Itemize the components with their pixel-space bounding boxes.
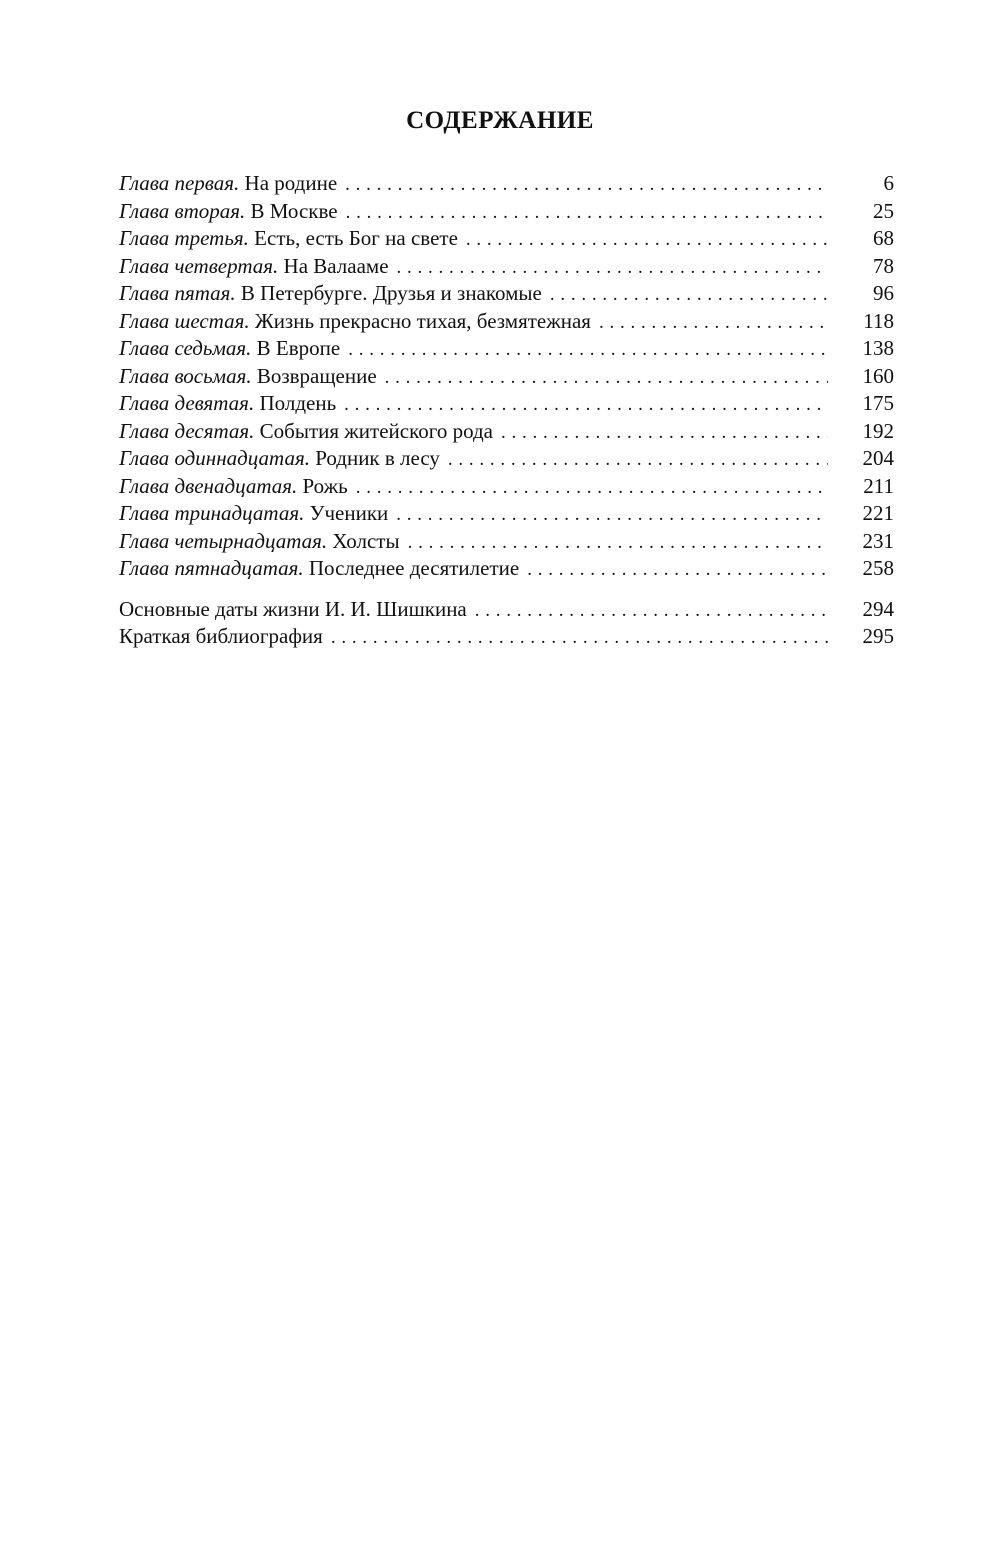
toc-entry-chapter-5 [119,280,894,308]
entry-text [119,225,458,253]
page-number: 258 [862,556,894,580]
table-of-contents [119,170,894,651]
chapter-label: Глава тринадцатая. [119,501,305,525]
chapter-title: Ученики [309,501,389,525]
entry-text [119,528,400,556]
page-number: 231 [862,528,894,553]
page-number: 160 [862,363,894,388]
appendix-list [119,596,894,651]
chapter-title: В Петербурге. Друзья и знакомые [240,281,542,305]
entry-text [119,500,388,528]
chapter-label: Глава двенадцатая. [119,473,298,498]
dot-leader [331,624,828,652]
toc-entry-chapter-1 [119,170,894,198]
chapter-title: Рожь [302,473,348,498]
page-number: 25 [873,198,894,223]
chapter-title: На Валааме [283,253,389,278]
toc-entry-chapter-9 [119,390,894,418]
dot-leader [599,309,828,337]
chapter-label: Глава одиннадцатая. [119,446,310,470]
page-number: 78 [873,253,894,278]
dot-leader [356,474,828,502]
page-number: 221 [862,501,894,525]
chapter-label: Глава пятая. [119,281,236,305]
entry-text [119,445,440,473]
chapter-label: Глава десятая. [119,418,255,443]
page-number: 96 [873,281,894,305]
dot-leader [448,446,828,474]
toc-entry-chapter-15 [119,555,894,583]
chapter-title: Холсты [332,528,400,553]
toc-entry-chapter-3 [119,225,894,253]
chapter-title: Возвращение [256,363,377,388]
chapter-title: В Москве [250,198,338,223]
toc-entry-chapter-13 [119,500,894,528]
entry-text [119,418,493,446]
entry-text [119,253,389,281]
entry-text [119,280,542,308]
dot-leader [346,199,828,227]
toc-entry-chapter-8 [119,363,894,391]
toc-entry-chapter-2 [119,198,894,226]
page-number: 6 [883,171,894,195]
chapter-title: Последнее десятилетие [308,556,520,580]
toc-entry-chapter-12 [119,473,894,501]
dot-leader [527,556,828,584]
page-title: СОДЕРЖАНИЕ [406,106,594,134]
chapter-label: Глава пятнадцатая. [119,556,304,580]
chapter-title: Полдень [259,391,337,415]
dot-leader [550,281,828,309]
page-number: 175 [862,391,894,415]
entry-text [119,308,591,336]
toc-entry-chapter-6 [119,308,894,336]
dot-leader [501,419,828,447]
chapter-title: Родник в лесу [315,446,440,470]
toc-entry-chapter-4 [119,253,894,281]
entry-text [119,555,519,583]
toc-entry-dates [119,596,894,624]
toc-entry-bibliography [119,623,894,651]
dot-leader [396,501,828,529]
toc-entry-chapter-7 [119,335,894,363]
page-number: 138 [862,336,894,360]
dot-leader [344,391,828,419]
dot-leader [385,364,828,392]
entry-text [119,390,336,418]
page-number: 118 [863,308,894,333]
entry-text [119,198,338,226]
chapter-label: Глава вторая. [119,198,246,223]
page-number: 294 [862,596,894,621]
chapter-title: События житейского рода [259,418,493,443]
dot-leader [397,254,828,282]
chapter-label: Глава четвертая. [119,253,279,278]
toc-entry-chapter-14 [119,528,894,556]
chapter-label: Глава первая. [119,171,240,195]
appendix-title: Краткая библиография [119,624,323,648]
chapter-title: Есть, есть Бог на свете [254,226,458,250]
entry-text [119,335,340,363]
chapter-title: В Европе [256,336,341,360]
chapter-label: Глава восьмая. [119,363,252,388]
chapter-title: Жизнь прекрасно тихая, безмятежная [254,308,591,333]
chapter-label: Глава девятая. [119,391,255,415]
entry-text [119,473,348,501]
dot-leader [475,597,828,625]
page-number: 192 [862,418,894,443]
dot-leader [408,529,828,557]
dot-leader [466,226,828,254]
dot-leader [348,336,828,364]
page-number: 68 [873,226,894,250]
page-number: 295 [862,624,894,648]
chapter-label: Глава шестая. [119,308,250,333]
chapter-label: Глава третья. [119,226,249,250]
toc-entry-chapter-11 [119,445,894,473]
dot-leader [345,171,828,199]
chapter-list [119,170,894,583]
page-number: 204 [862,446,894,470]
toc-entry-chapter-10 [119,418,894,446]
entry-text [119,363,377,391]
chapter-label: Глава четырнадцатая. [119,528,328,553]
appendix-title: Основные даты жизни И. И. Шишкина [119,596,467,621]
chapter-label: Глава седьмая. [119,336,252,360]
page-number: 211 [863,473,894,498]
entry-text [119,170,337,198]
chapter-title: На родине [244,171,338,195]
